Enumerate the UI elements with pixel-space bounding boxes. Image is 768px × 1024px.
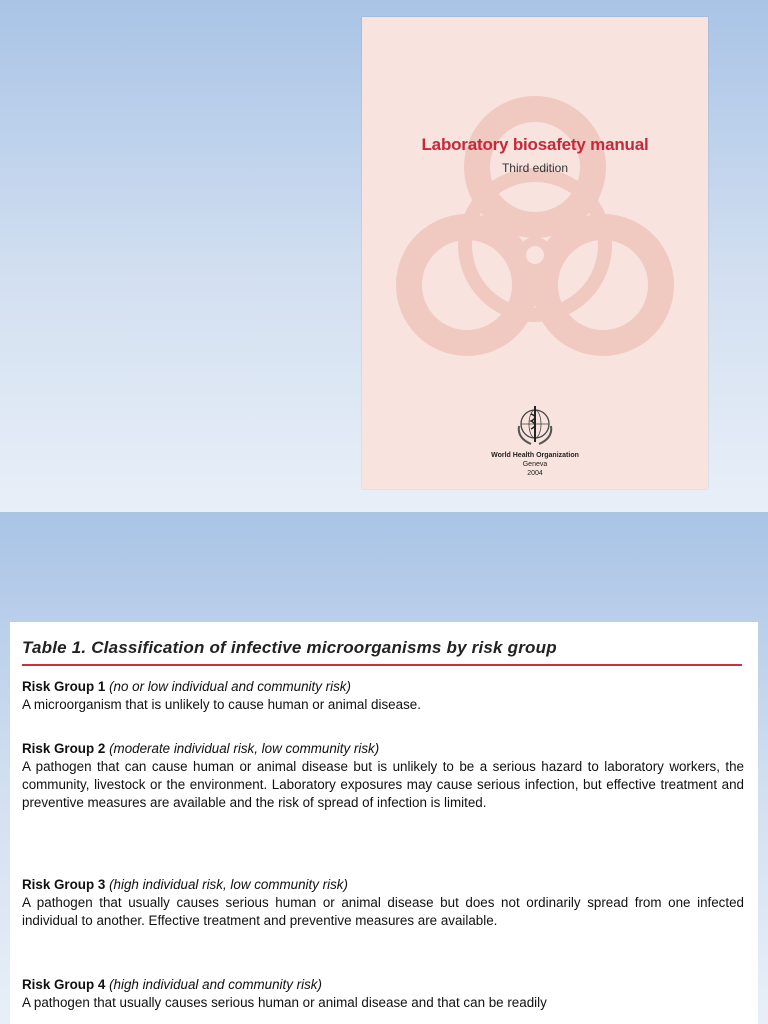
risk-group-heading	[22, 678, 744, 696]
risk-group-text: A microorganism that is unlikely to cause human or animal disease.	[22, 697, 421, 712]
publisher-city: Geneva	[522, 461, 548, 468]
book-cover	[362, 17, 708, 489]
risk-group-3	[22, 876, 744, 930]
publisher-year: 2004	[527, 470, 543, 477]
publisher-block	[362, 451, 708, 478]
risk-group-heading	[22, 876, 744, 894]
risk-group-qualifier: (no or low individual and community risk)	[109, 679, 351, 694]
who-emblem-icon	[511, 402, 559, 450]
risk-group-1	[22, 678, 744, 714]
risk-group-text: A pathogen that usually causes serious human or animal disease but does not ordinarily spread from one infected individual to another. Effective treatment and preventive measures are available.	[22, 895, 744, 928]
risk-group-heading	[22, 976, 744, 994]
cover-edition: Third edition	[501, 161, 569, 175]
cover-title: Laboratory biosafety manual	[421, 135, 649, 154]
risk-group-qualifier: (moderate individual risk, low community risk)	[109, 741, 380, 756]
risk-group-label: Risk Group 3	[22, 877, 106, 892]
publisher-name: World Health Organization	[491, 452, 579, 459]
risk-group-2	[22, 740, 744, 812]
title-divider	[22, 664, 742, 666]
risk-group-4	[22, 976, 744, 1012]
risk-group-qualifier: (high individual and community risk)	[109, 977, 322, 992]
table-title: Table 1. Classification of infective microorganisms by risk group	[22, 638, 557, 657]
risk-group-qualifier: (high individual risk, low community risk)	[109, 877, 348, 892]
risk-group-label: Risk Group 4	[22, 977, 106, 992]
slide-table	[0, 512, 768, 1024]
risk-group-text: A pathogen that can cause human or animal disease but is unlikely to be a serious hazard to laboratory workers, the community, livestock or the environment. Laboratory exposures may cause serious infection, but effective treatment and preventive measures are available and the risk of spread of infection is limited.	[22, 759, 744, 810]
risk-group-label: Risk Group 2	[22, 741, 106, 756]
risk-group-text: A pathogen that usually causes serious human or animal disease and that can be readily	[22, 995, 547, 1010]
risk-group-label: Risk Group 1	[22, 679, 106, 694]
risk-group-heading	[22, 740, 744, 758]
table-panel	[10, 622, 758, 1024]
